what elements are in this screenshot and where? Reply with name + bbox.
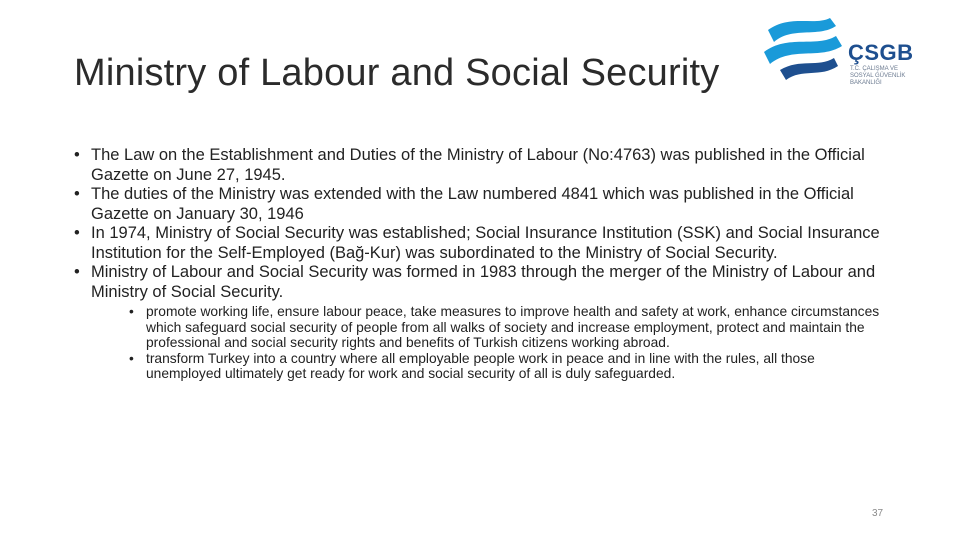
bullet-item-text: Ministry of Labour and Social Security was formed in 1983 through the merger of the Ministry of Labour and Ministry of Social Security. — [91, 263, 876, 301]
bullet-item: • The Law on the Establishment and Duties of the Ministry of Labour (No:4763) was published in the Official Gazette on June 27, 1945. — [72, 146, 892, 185]
slide-title: Ministry of Labour and Social Security — [74, 52, 720, 94]
logo-name: ÇSGB — [848, 40, 914, 65]
bullet-item: • In 1974, Ministry of Social Security was established; Social Insurance Institution (SSK) and Social Insurance Institution for the Self-Employed (Bağ-Kur) was subordinated to the Ministry of Social Security. — [72, 224, 892, 263]
logo-subtitle-line: T.C. ÇALIŞMA VE — [850, 66, 899, 72]
logo-subtitle — [850, 66, 920, 87]
sub-bullet-list — [91, 304, 892, 382]
sub-bullet-item: • transform Turkey into a country where all employable people work in peace and in line with the rules, all those unemployed ultimately get ready for work and social security of all is duly safeguarded. — [127, 351, 892, 382]
logo-subtitle-line: SOSYAL GÜVENLİK — [850, 73, 906, 79]
logo-subtitle-line: BAKANLIĞI — [850, 80, 882, 86]
bullet-item — [72, 263, 892, 382]
bullet-list — [72, 146, 892, 382]
bullet-item: • The duties of the Ministry was extended with the Law numbered 4841 which was published in the Official Gazette on January 30, 1946 — [72, 185, 892, 224]
sub-bullet-item: • promote working life, ensure labour peace, take measures to improve health and safety at work, enhance circumstances which safeguard social security of people from all walks of society and increase employment, protect and maintain the professional and social security rights and benefits of Turkish citizens working abroad. — [127, 304, 892, 351]
page-number: 37 — [872, 508, 884, 519]
